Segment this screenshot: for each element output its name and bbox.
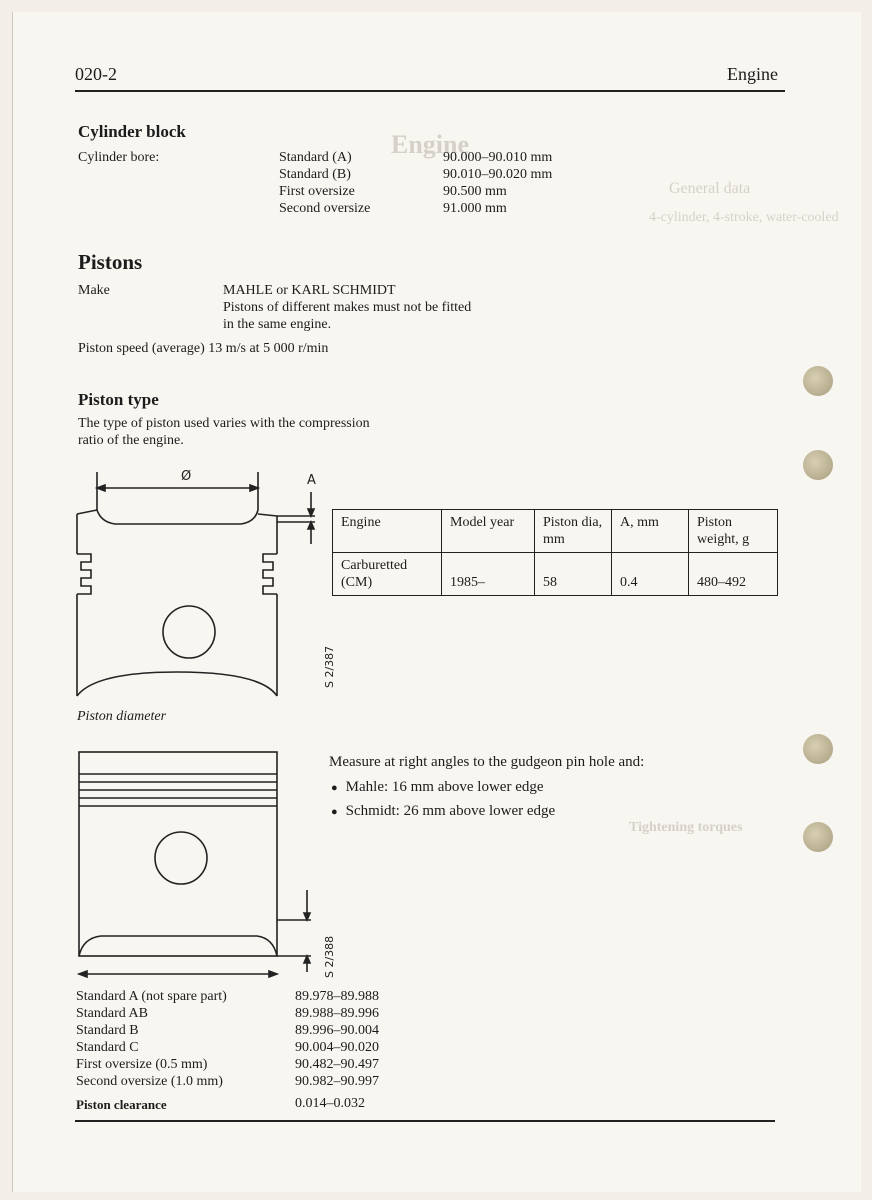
table-header-row <box>333 510 778 553</box>
table-header-cell: Model year <box>442 510 535 553</box>
piston-speed: Piston speed (average) 13 m/s at 5 000 r/min <box>78 341 329 356</box>
table-cell: 58 <box>535 553 612 596</box>
binder-hole <box>803 366 833 396</box>
measure-bullet-schmidt: ● Schmidt: 26 mm above lower edge <box>331 803 555 821</box>
page <box>12 12 861 1192</box>
a-label: A <box>307 473 316 488</box>
table-header-cell: Engine <box>333 510 442 553</box>
binder-hole <box>803 822 833 852</box>
page-number: 020-2 <box>75 64 117 84</box>
binder-hole <box>803 450 833 480</box>
piston-spec-table <box>332 509 778 596</box>
binder-hole <box>803 734 833 764</box>
pistons-heading: Pistons <box>78 250 143 274</box>
table-row <box>333 553 778 596</box>
table-header-cell: A, mm <box>612 510 689 553</box>
diameter-symbol: Ø <box>181 469 192 484</box>
figure-caption: Piston diameter <box>77 709 167 724</box>
table-cell: 1985– <box>442 553 535 596</box>
bleed-line: Tightening torques <box>629 820 743 835</box>
piston-clearance-value: 0.014–0.032 <box>295 1096 365 1111</box>
table-cell: Carburetted (CM) <box>333 553 442 596</box>
table-cell: 480–492 <box>689 553 778 596</box>
cylinder-bore-label: Cylinder bore: <box>78 150 160 165</box>
header-rule <box>75 90 785 92</box>
measure-bullet-mahle: ● Mahle: 16 mm above lower edge <box>331 779 544 797</box>
piston-size-values: 89.978–89.988 89.988–89.996 89.996–90.004 90.004–90.020 90.482–90.497 90.982–90.997 <box>295 989 379 1089</box>
piston-type-heading: Piston type <box>78 390 159 409</box>
bore-names: Standard (A) Standard (B) First oversize Second oversize <box>279 150 371 216</box>
section-title: Engine <box>727 64 778 84</box>
piston-clearance-label: Piston clearance <box>76 1097 167 1112</box>
make-value: MAHLE or KARL SCHMIDT Pistons of different makes must not be fitted in the same engine. <box>223 283 472 332</box>
piston-type-description: The type of piston used varies with the compression ratio of the engine. <box>78 416 370 448</box>
piston-diameter-figure <box>65 464 345 704</box>
bore-values: 90.000–90.010 mm 90.010–90.020 mm 90.500 mm 91.000 mm <box>443 150 553 216</box>
figure-ref: S 2/388 <box>323 935 336 978</box>
table-cell: 0.4 <box>612 553 689 596</box>
piston-size-names: Standard A (not spare part) Standard AB Standard B Standard C First oversize (0.5 mm) Second oversize (1.0 mm) <box>76 989 227 1089</box>
table-header-cell: Piston weight, g <box>689 510 778 553</box>
bleed-title: Engine <box>391 130 470 159</box>
measure-intro: Measure at right angles to the gudgeon pin hole and: <box>329 754 645 770</box>
figure-ref: S 2/387 <box>323 645 336 688</box>
table-header-cell: Piston dia, mm <box>535 510 612 553</box>
cylinder-block-heading: Cylinder block <box>78 122 186 141</box>
bleed-line: 4-cylinder, 4-stroke, water-cooled <box>649 210 839 225</box>
bleed-general-data: General data <box>669 180 751 197</box>
footer-rule <box>75 1120 775 1122</box>
piston-measure-figure <box>71 742 336 982</box>
make-label: Make <box>78 283 110 298</box>
